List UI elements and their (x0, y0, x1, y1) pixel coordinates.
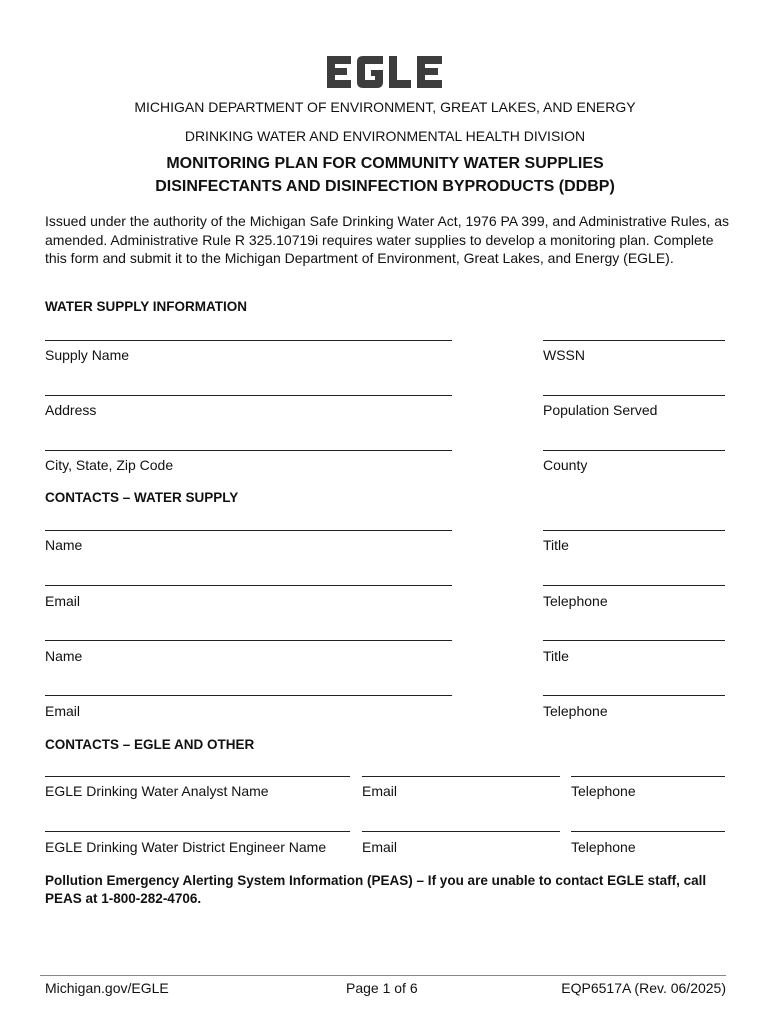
supply-name-field[interactable] (45, 340, 452, 341)
contact2-title-field[interactable] (543, 640, 725, 641)
analyst-name-field[interactable] (45, 776, 350, 777)
engineer-name-field[interactable] (45, 831, 350, 832)
department-name: MICHIGAN DEPARTMENT OF ENVIRONMENT, GREAT LAKES, AND ENERGY (134, 99, 636, 115)
form-title-line1: MONITORING PLAN FOR COMMUNITY WATER SUPPLIES (166, 155, 604, 172)
contact2-email-label: Email (45, 703, 81, 719)
contact1-name-label: Name (45, 537, 83, 553)
wssn-label: WSSN (543, 347, 585, 363)
contact2-title-label: Title (543, 648, 569, 664)
contact2-email-field[interactable] (45, 695, 452, 696)
footer-divider (40, 975, 726, 976)
engineer-email-field[interactable] (362, 831, 560, 832)
population-served-field[interactable] (543, 395, 725, 396)
population-served-label: Population Served (543, 402, 658, 418)
section-water-supply-heading: WATER SUPPLY INFORMATION (45, 299, 248, 314)
supply-name-label: Supply Name (45, 347, 130, 363)
address-label: Address (45, 402, 97, 418)
engineer-name-label: EGLE Drinking Water District Engineer Name (45, 839, 327, 855)
contact1-title-field[interactable] (543, 530, 725, 531)
contact1-title-label: Title (543, 537, 569, 553)
peas-notice: Pollution Emergency Alerting System Information (PEAS) – If you are unable to contact EGLE staff, call PEAS at 1-800-282-4706. (45, 873, 707, 906)
engineer-telephone-field[interactable] (571, 831, 725, 832)
section-contacts-supply-heading: CONTACTS – WATER SUPPLY (45, 490, 239, 505)
contact2-name-field[interactable] (45, 640, 452, 641)
city-state-zip-label: City, State, Zip Code (45, 457, 174, 473)
analyst-name-label: EGLE Drinking Water Analyst Name (45, 783, 269, 799)
contact1-telephone-label: Telephone (543, 593, 608, 609)
contact2-name-label: Name (45, 648, 83, 664)
county-label: County (543, 457, 588, 473)
contact1-name-field[interactable] (45, 530, 452, 531)
engineer-email-label: Email (362, 839, 398, 855)
city-state-zip-field[interactable] (45, 450, 452, 451)
intro-paragraph: Issued under the authority of the Michigan Safe Drinking Water Act, 1976 PA 399, and Administrative Rules, as amended. Administrative Rule R 325.10719i requires water supplies to develop a monitoring plan. Complete this form and submit it to the Michigan Department of Environment, Great Lakes, and Energy (EGLE). (45, 213, 730, 266)
form-title-line2: DISINFECTANTS AND DISINFECTION BYPRODUCTS (DDBP) (155, 178, 615, 195)
analyst-email-label: Email (362, 783, 398, 799)
contact2-telephone-field[interactable] (543, 695, 725, 696)
contact1-telephone-field[interactable] (543, 585, 725, 586)
engineer-telephone-label: Telephone (571, 839, 636, 855)
contact2-telephone-label: Telephone (543, 703, 608, 719)
footer-page-number: Page 1 of 6 (346, 980, 418, 996)
address-field[interactable] (45, 395, 452, 396)
analyst-telephone-label: Telephone (571, 783, 636, 799)
contact1-email-label: Email (45, 593, 81, 609)
footer-website: Michigan.gov/EGLE (45, 980, 169, 996)
division-name: DRINKING WATER AND ENVIRONMENTAL HEALTH DIVISION (184, 128, 586, 144)
footer-form-id: EQP6517A (Rev. 06/2025) (561, 980, 726, 996)
county-field[interactable] (543, 450, 725, 451)
wssn-field[interactable] (543, 340, 725, 341)
contact1-email-field[interactable] (45, 585, 452, 586)
analyst-email-field[interactable] (362, 776, 560, 777)
analyst-telephone-field[interactable] (571, 776, 725, 777)
egle-logo (327, 54, 443, 90)
section-contacts-egle-heading: CONTACTS – EGLE AND OTHER (45, 737, 255, 752)
